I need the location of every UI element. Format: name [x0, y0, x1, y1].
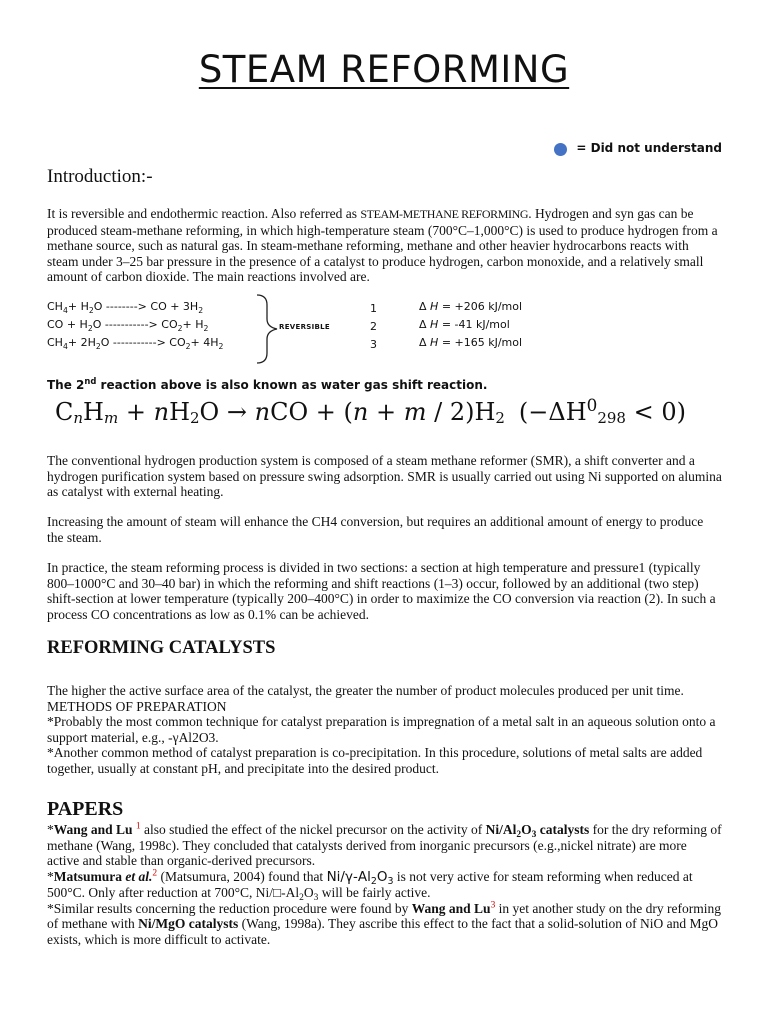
catalysts-line-1: The higher the active surface area of the catalyst, the greater the number of product molecules produced per unit time.	[47, 683, 684, 698]
catalysts-line-4: *Another common method of catalyst preparation is co-precipitation. In this procedure, solutions of metal salts are added together, usually at constant pH, and precipitate into the desired product.	[47, 745, 703, 776]
reaction-row-1: $CH_4+ H_2O$ --------> CO + $3H_2$	[47, 300, 204, 315]
intro-text-1: It is reversible and endothermic reaction. Also referred as	[47, 206, 361, 221]
paragraph-sections: In practice, the steam reforming process is divided in two sections: a section at high temperature and pressure1 (typically 800–1000°C and 30–40 bar) in which the reforming and shift reactions (1–3) occur, followed by an additional (two step) shift-section at lower temperature (typically 200–400°C) in order to maximize the CO conversion via reaction (2). In such a process CO concentrations as low as 0.1% can be achieved.	[47, 560, 716, 622]
reversible-label: REVERSIBLE	[279, 323, 330, 331]
general-reaction-formula: $C_nH_m + nH_2O$ → nCO + $(n + m / 2)H_2$ $(-\Delta H^0_{298} < 0)$	[55, 395, 686, 427]
methods-heading: METHODS OF PREPARATION	[47, 698, 227, 714]
shift-reaction-note: The 2nd reaction above is also known as water gas shift reaction.	[47, 376, 488, 392]
intro-heading: Introduction:-	[47, 166, 153, 187]
paper-entry-2: *Matsumura et al.$^2$ (Matsumura, 2004) found that $Ni/\gamma-Al_2O_3$ is not very active for steam reforming when reduced at 500°C. Only after reduction at 700°C, $Ni/□-Al_2O_3$ will be fairly active.	[47, 868, 693, 903]
legend	[554, 139, 722, 156]
paragraph-smr: The conventional hydrogen production system is composed of a steam methane reformer (SMR), a shift converter and a hydrogen purification system based on pressure swing adsorption. SMR is usually carried out using Ni supported on alumina as catalyst with external heating.	[47, 453, 722, 499]
papers-heading: PAPERS	[47, 798, 124, 820]
reaction-table	[47, 300, 727, 370]
catalysts-paragraph	[47, 683, 722, 776]
enthalpy-value: Δ H = -41 kJ/mol	[419, 318, 510, 331]
catalysts-line-3: *Probably the most common technique for catalyst preparation is impregnation of a metal salt in an aqueous solution onto a support material, e.g., -γAl2O3.	[47, 714, 716, 745]
intro-paragraph	[47, 206, 722, 285]
reaction-number: 3	[370, 338, 377, 351]
paragraph-steam: Increasing the amount of steam will enhance the CH4 conversion, but requires an additional amount of energy to produce the steam.	[47, 514, 704, 545]
papers-paragraph	[47, 822, 722, 947]
intro-text-caps: STEAM-METHANE REFORMING	[360, 207, 529, 221]
paper-entry-3: *Similar results concerning the reduction procedure were found by Wang and Lu$^3$ in yet another study on the dry reforming of methane with Ni/MgO catalysts (Wang, 1998a). They ascribe this effect to the fact that a solid-solution of NiO and MgO exists, which is more difficult to activate.	[47, 900, 721, 947]
legend-label: = Did not understand	[576, 140, 722, 155]
reaction-row-3: $CH_4+ 2H_2O$ -----------> $CO_2+ 4H_2$	[47, 336, 224, 351]
intro-text-2: . Hydrogen and syn gas can be produced steam-methane reforming, in which high-temperature steam (700°C–1,000°C) is used to produce hydrogen from a methane source, such as natural gas. In steam-methane reforming, methane and other heavier hydrocarbons reacts with steam under 3–25 bar pressure in the presence of a catalyst to produce hydrogen, carbon monoxide, and a relatively small amount of carbon dioxide. The main reactions involved are.	[47, 206, 718, 284]
catalysts-heading: REFORMING CATALYSTS	[47, 638, 276, 658]
reaction-number: 2	[370, 320, 377, 333]
enthalpy-value: Δ H = +165 kJ/mol	[419, 336, 523, 349]
paper-entry-1: *Wang and Lu $^1$ also studied the effect of the nickel precursor on the activity of $Ni/Al_2O_3$ catalysts for the dry reforming of methane (Wang, 1998c). They concluded that catalysts derived from inorganic precursors (e.g.,nickel nitrate) are more active and stable than organic-derived precursors.	[47, 821, 722, 868]
reaction-row-2: CO + $H_2O$ -----------> $CO_2+ H_2$	[47, 318, 209, 333]
reaction-number: 1	[370, 302, 377, 315]
page-title: STEAM REFORMING	[198, 48, 570, 91]
blue-dot-icon	[554, 143, 567, 156]
curly-brace-icon	[255, 293, 281, 365]
enthalpy-value: Δ H = +206 kJ/mol	[419, 300, 523, 313]
